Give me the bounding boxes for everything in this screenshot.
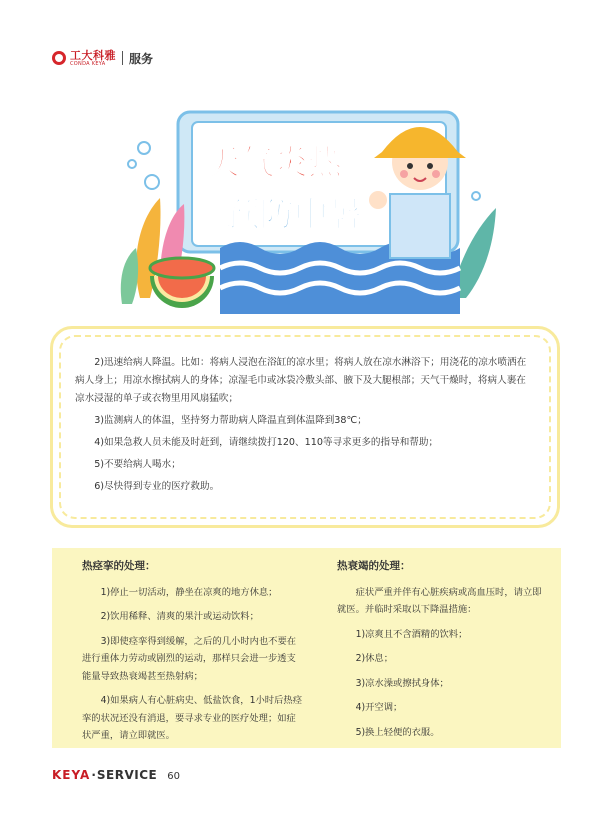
company-logo-icon	[52, 51, 66, 65]
frame-paragraph: 2)迅速给病人降温。比如：将病人浸泡在浴缸的凉水里；将病人放在凉水淋浴下；用浇花的凉水喷洒在病人身上；用凉水擦拭病人的身体；凉湿毛巾或冰袋冷敷头部、腋下及大腿根部；天气干燥时，将病人裹在凉水浸湿的单子或衣物里用风扇猛吹；	[75, 357, 527, 404]
frame-paragraph: 4)如果急救人员未能及时赶到，请继续拨打120、110等寻求更多的指导和帮助；	[94, 437, 439, 448]
first-aid-steps	[75, 354, 535, 500]
logo-chinese-name: 工大科雅	[70, 48, 116, 62]
heat-cramps-step: 3)即使痉挛得到缓解，之后的几小时内也不要在进行重体力劳动或剧烈的运动，那样只会进一步透支能量导致热衰竭甚至热射病；	[82, 635, 297, 682]
heat-cramps-step: 4)如果病人有心脏病史、低盐饮食，1小时后热痉挛的状况还没有消退，要寻求专业的医疗处理；如症状严重，请立即就医。	[82, 695, 302, 741]
heat-cramps-heading: 热痉挛的处理：	[82, 560, 156, 572]
frame-paragraph: 5)不要给病人喝水；	[94, 459, 181, 470]
page-number: 60	[167, 771, 180, 782]
heat-exhaustion-step: 2)休息；	[355, 653, 394, 664]
logo-english-name: CONDA KEYA	[70, 60, 106, 67]
illustration-title-line1: 天气炎热	[206, 143, 342, 183]
heat-exhaustion-step: 4)开空调；	[355, 702, 403, 713]
heat-cramps-column	[82, 558, 304, 752]
heat-exhaustion-step: 3)凉水澡或擦拭身体；	[355, 677, 449, 689]
treatment-panel	[52, 548, 561, 748]
heat-cramps-step: 2)饮用稀释、清爽的果汁或运动饮料；	[100, 611, 259, 622]
section-title: 服务	[129, 51, 154, 66]
heat-exhaustion-column	[337, 558, 547, 748]
header-divider	[122, 51, 123, 65]
footer-brand: KEYA	[52, 768, 91, 782]
footer-service: SERVICE	[96, 768, 158, 782]
frame-paragraph: 3)监测病人的体温，坚持努力帮助病人降温直到体温降到38℃；	[94, 415, 367, 426]
illustration-title-line2: 预防中暑	[226, 195, 362, 235]
page-footer	[52, 768, 180, 782]
heat-cramps-step: 1)停止一切活动，静坐在凉爽的地方休息；	[100, 586, 278, 598]
heat-exhaustion-step: 5)换上轻便的衣服。	[355, 726, 440, 738]
frame-paragraph: 6)尽快得到专业的医疗救助。	[94, 481, 220, 492]
footer-dot: ·	[91, 768, 96, 782]
company-logo	[70, 50, 116, 67]
heat-exhaustion-step: 症状严重并伴有心脏疾病或高血压时，请立即就医。并临时采取以下降温措施：	[337, 586, 542, 615]
page-header	[52, 48, 153, 68]
heat-exhaustion-step: 1)凉爽且不含酒精的饮料；	[355, 628, 468, 640]
heat-exhaustion-heading: 热衰竭的处理：	[337, 560, 411, 572]
heatstroke-illustration	[110, 108, 500, 318]
